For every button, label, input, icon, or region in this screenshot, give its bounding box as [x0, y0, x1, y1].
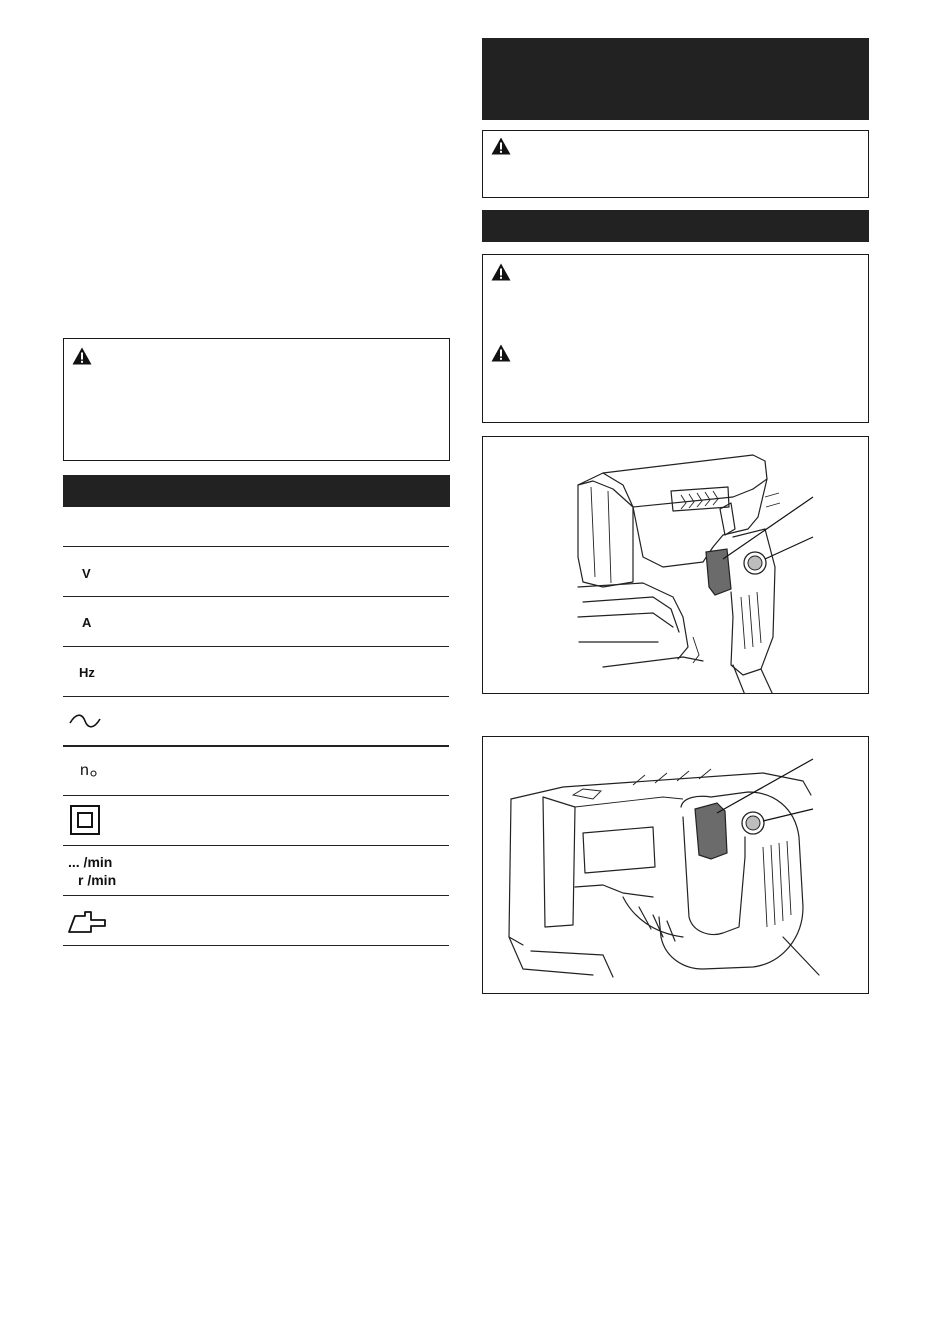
per-minute-line-2: r /min [78, 872, 117, 888]
right-warning-box-2 [482, 254, 869, 423]
table-divider [63, 646, 449, 647]
warning-triangle-icon [72, 347, 92, 365]
right-warning-box-1 [482, 130, 869, 198]
rotary-hammer-top-drawing [483, 737, 869, 994]
ampere-symbol: A [82, 615, 92, 630]
class-ii-double-square-icon [70, 805, 100, 835]
warning-triangle-icon [491, 137, 511, 155]
table-divider [63, 745, 449, 747]
warning-triangle-icon [491, 263, 511, 281]
table-divider [63, 845, 449, 846]
no-load-speed-letter: n [80, 762, 89, 779]
symbols-section-header-bar [63, 475, 450, 507]
volt-symbol: V [82, 566, 91, 581]
per-minute-line-1: ... /min [68, 854, 113, 870]
table-divider [63, 895, 449, 896]
table-divider [63, 795, 449, 796]
tool-illustration-figure-1 [482, 436, 869, 694]
rotary-hammer-side-drawing [483, 437, 869, 694]
table-divider [63, 546, 449, 547]
table-divider [63, 596, 449, 597]
warning-triangle-icon [491, 344, 511, 362]
per-minute-symbol [68, 853, 116, 889]
hammering-action-icon [67, 910, 107, 934]
section-header-bar [482, 210, 869, 242]
section-title-bar-top [482, 38, 869, 120]
hertz-symbol: Hz [79, 665, 95, 680]
table-divider [63, 945, 449, 946]
no-load-circle-mark [90, 770, 97, 777]
left-warning-box [63, 338, 450, 461]
table-divider [63, 696, 449, 697]
tool-illustration-figure-2 [482, 736, 869, 994]
no-load-speed-icon [80, 762, 97, 780]
alternating-current-tilde-icon [68, 712, 102, 730]
